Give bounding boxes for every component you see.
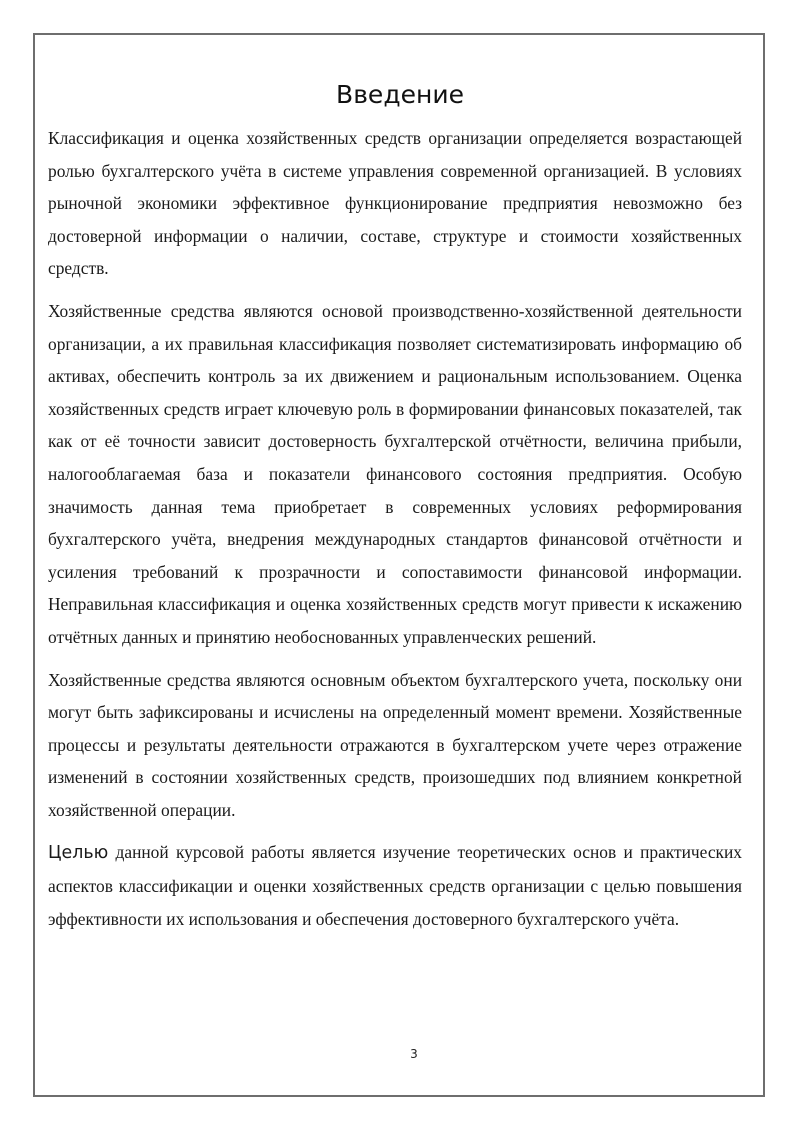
paragraph-2: Хозяйственные средства являются основой производственно-хозяйственной деятельности организации, а их правильная классификация позволяет систематизировать информацию об активах, обеспечить контроль за их движением и рациональным использованием. Оценка хозяйственных средств играет ключевую роль в формировании финансовых показателей, так как от её точности зависит достоверность бухгалтерской отчётности, величина прибыли, налогооблагаемая база и показатели финансового состояния предприятия. Особую значимость данная тема приобретает в современных условиях реформирования бухгалтерского учёта, внедрения международных стандартов финансовой отчётности и усиления требований к прозрачности и сопоставимости финансовой информации. Неправильная классификация и оценка хозяйственных средств могут привести к искажению отчётных данных и принятию необоснованных управленческих решений. (48, 300, 742, 647)
paragraph-3: Хозяйственные средства являются основным объектом бухгалтерского учета, поскольку они могут быть зафиксированы и исчислены на определенный момент времени. Хозяйственные процессы и результаты деятельности отражаются в бухгалтерском учете через отражение изменений в состоянии хозяйственных средств, произошедших под влиянием конкретной хозяйственной операции. (48, 669, 742, 820)
page-number: 3 (410, 1047, 418, 1061)
goal-lead-word: Целью (48, 843, 109, 864)
body-text (48, 122, 742, 945)
goal-text: данной курсовой работы является изучение теоретических основ и практических аспектов классификации и оценки хозяйственных средств организации с целью повышения эффективности их использования и обеспечения достоверного бухгалтерского учёта. (48, 842, 742, 929)
paragraph-goal (48, 836, 742, 935)
paragraph-1: Классификация и оценка хозяйственных средств организации определяется возрастающей ролью бухгалтерского учёта в системе управления современной организацией. В условиях рыночной экономики эффективное функционирование предприятия невозможно без достоверной информации о наличии, составе, структуре и стоимости хозяйственных средств. (48, 128, 742, 279)
page-title: Введение (336, 80, 464, 109)
